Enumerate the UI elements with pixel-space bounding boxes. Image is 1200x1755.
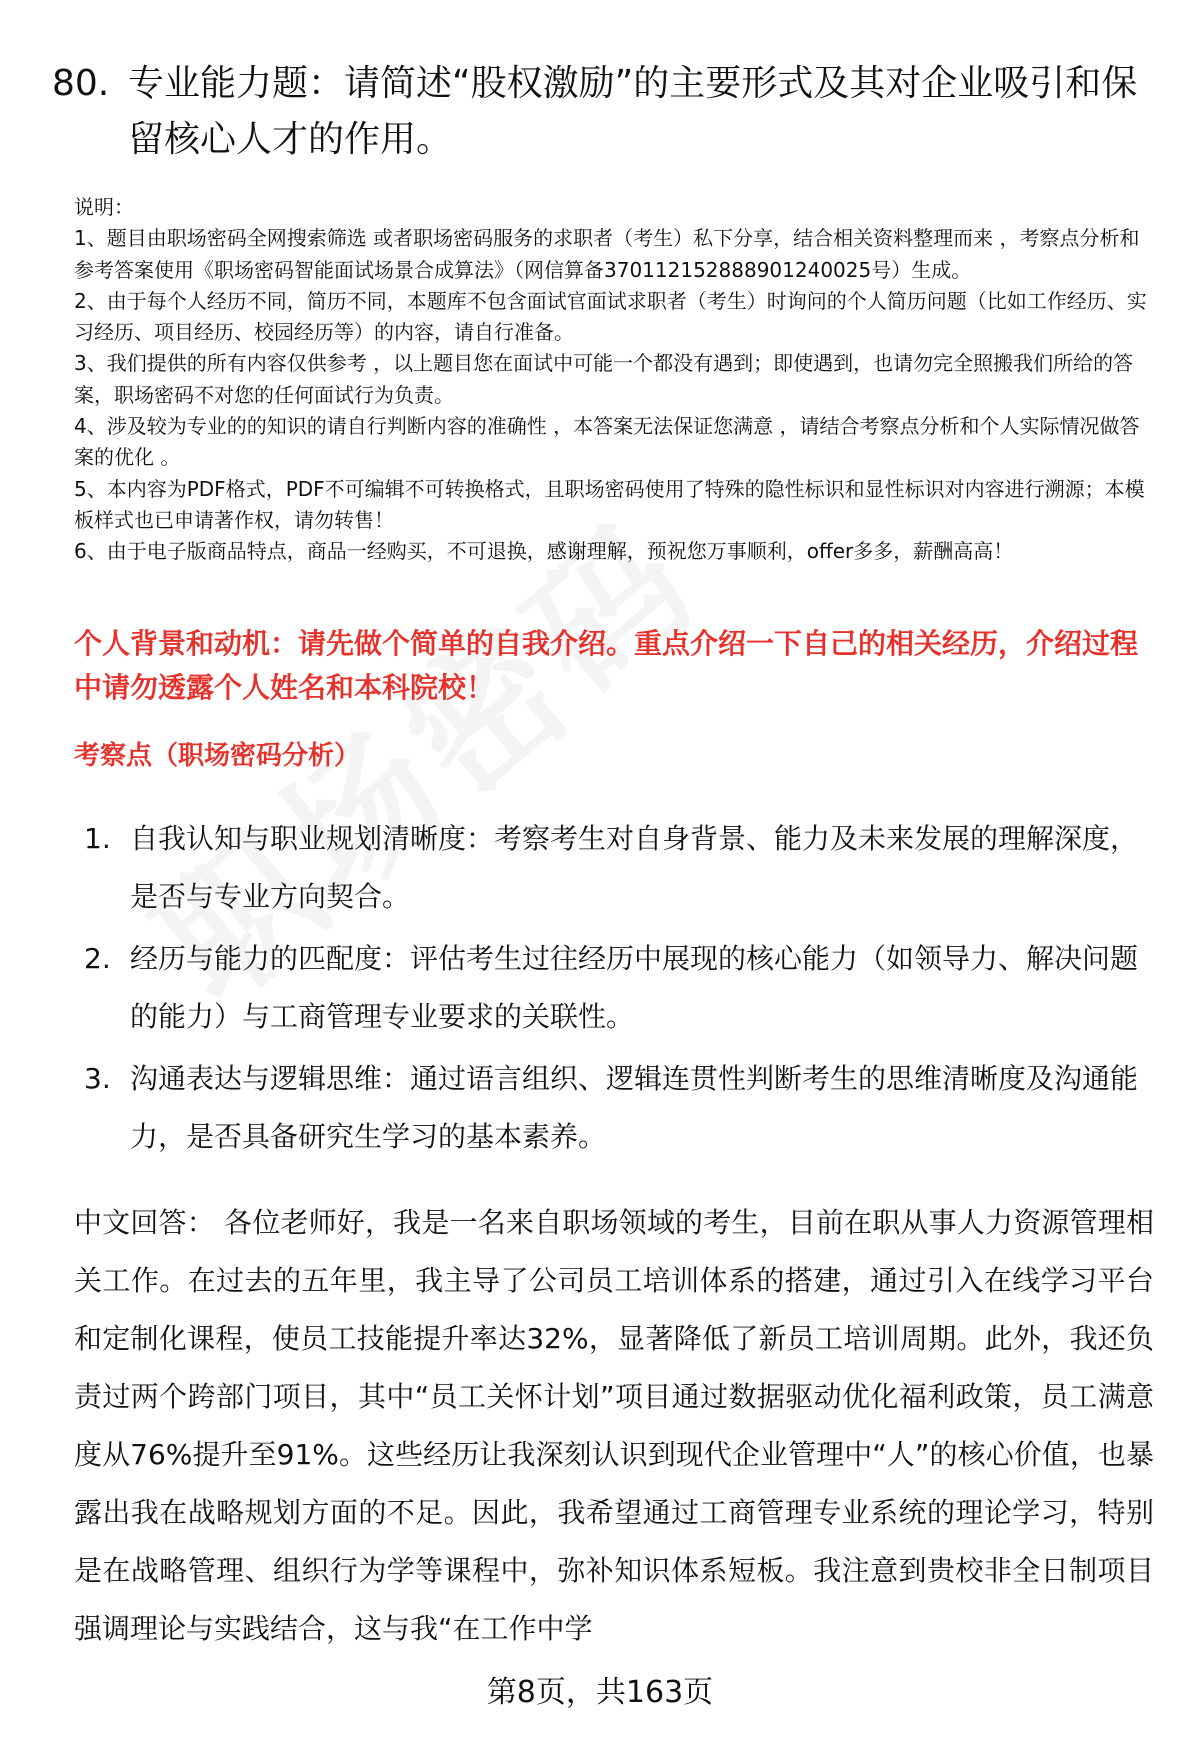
focus-point-text: 沟通表达与逻辑思维：通过语言组织、逻辑连贯性判断考生的思维清晰度及沟通能力，是否具备研究生学习的基本素养。: [130, 1062, 1139, 1153]
question-title: [52, 56, 1152, 168]
focus-point-text: 经历与能力的匹配度：评估考生过往经历中展现的核心能力（如领导力、解决问题的能力）与工商管理专业要求的关联性。: [130, 942, 1139, 1033]
focus-point-number: 1.: [84, 822, 111, 855]
answer-label: 中文回答：: [74, 1206, 215, 1239]
note-item: 3、我们提供的所有内容仅供参考 ，以上题目您在面试中可能一个都没有遇到；即使遇到，也请勿完全照搬我们所给的答案，职场密码不对您的任何面试行为负责。: [74, 351, 1134, 407]
focus-point-number: 2.: [84, 942, 111, 975]
notes-heading: 说明：: [74, 195, 134, 219]
focus-point-text: 自我认知与职业规划清晰度：考察考生对自身背景、能力及未来发展的理解深度，是否与专业方向契合。: [130, 822, 1139, 913]
question-text: 专业能力题：请简述“股权激励”的主要形式及其对企业吸引和保留核心人才的作用。: [128, 63, 1138, 160]
note-item: 4、涉及较为专业的的知识的请自行判断内容的准确性 ，本答案无法保证您满意 ，请结合考察点分析和个人实际情况做答案的优化 。: [74, 414, 1140, 470]
note-item: 1、题目由职场密码全网搜索筛选 或者职场密码服务的求职者（考生）私下分享，结合相关资料整理而来 ，考察点分析和参考答案使用《职场密码智能面试场景合成算法》（网信算备370112152888901240025号）生成。: [74, 226, 1140, 282]
focus-point: [84, 930, 1154, 1046]
focus-heading: 考察点（职场密码分析）: [74, 741, 361, 771]
note-item: 5、本内容为PDF格式，PDF不可编辑不可转换格式，且职场密码使用了特殊的隐性标识和显性标识对内容进行溯源；本模板样式也已申请著作权，请勿转售！: [74, 476, 1145, 532]
notes-section: [74, 192, 1154, 568]
answer-paragraph: [74, 1194, 1154, 1658]
note-item: 2、由于每个人经历不同，简历不同，本题库不包含面试官面试求职者（考生）时询问的个人简历问题（比如工作经历、实习经历、项目经历、校园经历等）的内容，请自行准备。: [74, 288, 1147, 345]
answer-text: 各位老师好，我是一名来自职场领域的考生，目前在职从事人力资源管理相关工作。在过去的五年里，我主导了公司员工培训体系的搭建，通过引入在线学习平台和定制化课程，使员工技能提升率达32%，显著降低了新员工培训周期。此外，我还负责过两个跨部门项目，其中“员工关怀计划”项目通过数据驱动优化福利政策，员工满意度从76%提升至91%。这些经历让我深刻认识到现代企业管理中“人”的核心价值，也暴露出我在战略规划方面的不足。因此，我希望通过工商管理专业系统的理论学习，特别是在战略管理、组织行为学等课程中，弥补知识体系短板。我注意到贵校非全日制项目强调理论与实践结合，这与我“在工作中学: [74, 1206, 1154, 1645]
focus-points-list: [84, 810, 1154, 1170]
focus-point: [84, 810, 1154, 926]
page-number: 第8页，共163页: [486, 1675, 714, 1710]
focus-point: [84, 1050, 1154, 1166]
focus-point-number: 3.: [84, 1062, 111, 1095]
question-number: 80.: [52, 63, 110, 104]
note-item: 6、由于电子版商品特点，商品一经购买，不可退换，感谢理解，预祝您万事顺利，offer多多，薪酬高高！: [74, 539, 1014, 564]
background-prompt: 个人背景和动机：请先做个简单的自我介绍。重点介绍一下自己的相关经历，介绍过程中请勿透露个人姓名和本科院校！: [74, 627, 1139, 704]
